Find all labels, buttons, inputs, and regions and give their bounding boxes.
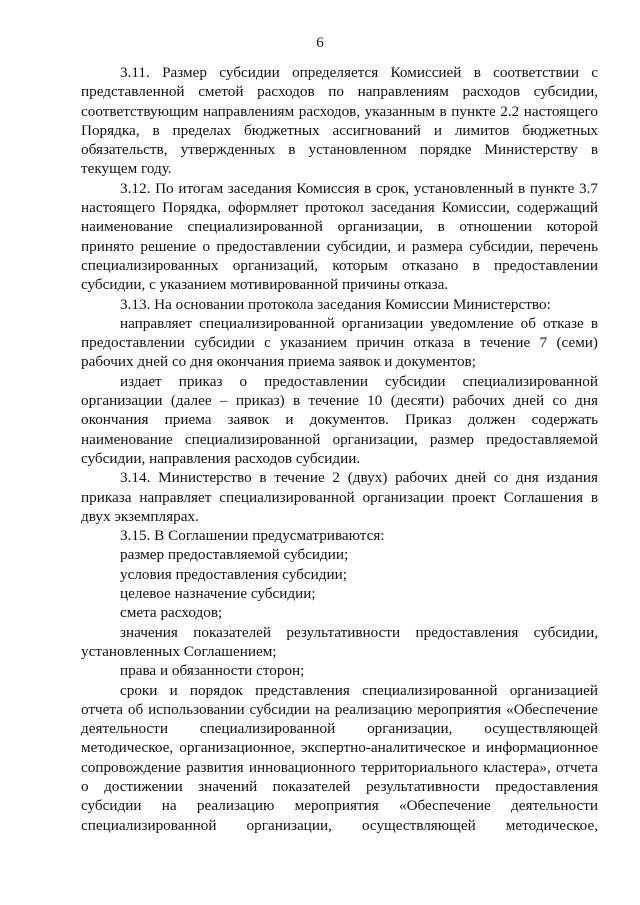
page-number: 6 [316,35,324,51]
list-item-reporting: сроки и порядок представления специализированной организацией отчета об использовании субсидии на реализацию мероприятия «Обеспечение деятельности специализированной организации, осуществляющей методическое, организационное, экспертно-аналитическое и информационное сопровождение развития инновационного территориального кластера», отчета о достижении значений показателей результативности предоставления субсидии на реализацию мероприятия «Обеспечение деятельности специализированной организации, осуществляющей методическое, [81,681,598,834]
list-item-rights: права и обязанности сторон; [120,662,305,680]
list-item-conditions: условия предоставления субсидии; [120,565,347,583]
paragraph-3-14: 3.14. Министерство в течение 2 (двух) рабочих дней со дня издания приказа направляет специализированной организации проект Соглашения в двух экземплярах. [81,469,598,525]
list-item-notification: направляет специализированной организации уведомление об отказе в предоставлении субсидии с указанием причин отказа в течение 7 (семи) рабочих дней со дня окончания приема заявок и документов; [81,314,598,371]
list-item-order: издает приказ о предоставлении субсидии специализированной организации (далее – приказ) в течение 10 (десяти) рабочих дней со дня окончания приема заявок и документов. Приказ должен содержать наименование специализированной организации, размер предоставляемой субсидии, направления расходов субсидии. [81,372,598,467]
list-item-indicators: значения показателей результативности предоставления субсидии, установленных Соглашением; [81,623,598,660]
paragraph-3-12: 3.12. По итогам заседания Комиссия в срок, установленный в пункте 3.7 настоящего Порядка, оформляет протокол заседания Комиссии, содержащий наименование специализированной организации, в отношении которой принято решение о предоставлении субсидии, и размера субсидии, перечень специализированных организаций, которым отказано в предоставлении субсидии, с указанием мотивированной причины отказа. [81,179,598,294]
paragraph-3-11: 3.11. Размер субсидии определяется Комиссией в соответствии с представленной сметой расходов по направлениям расходов субсидии, соответствующим направлениям расходов, указанным в пункте 2.2 настоящего Порядка, в пределах бюджетных ассигнований и лимитов бюджетных обязательств, утвержденных в установленном порядке Министерству в текущем году. [81,64,598,178]
paragraph-3-15: 3.15. В Соглашении предусматриваются: [120,527,385,545]
list-item-estimate: смета расходов; [120,604,223,622]
paragraph-3-13: 3.13. На основании протокола заседания Комиссии Министерство: [120,295,551,313]
list-item-subsidy-amount: размер предоставляемой субсидии; [120,546,349,564]
list-item-purpose: целевое назначение субсидии; [120,585,316,603]
document-body [81,63,598,835]
